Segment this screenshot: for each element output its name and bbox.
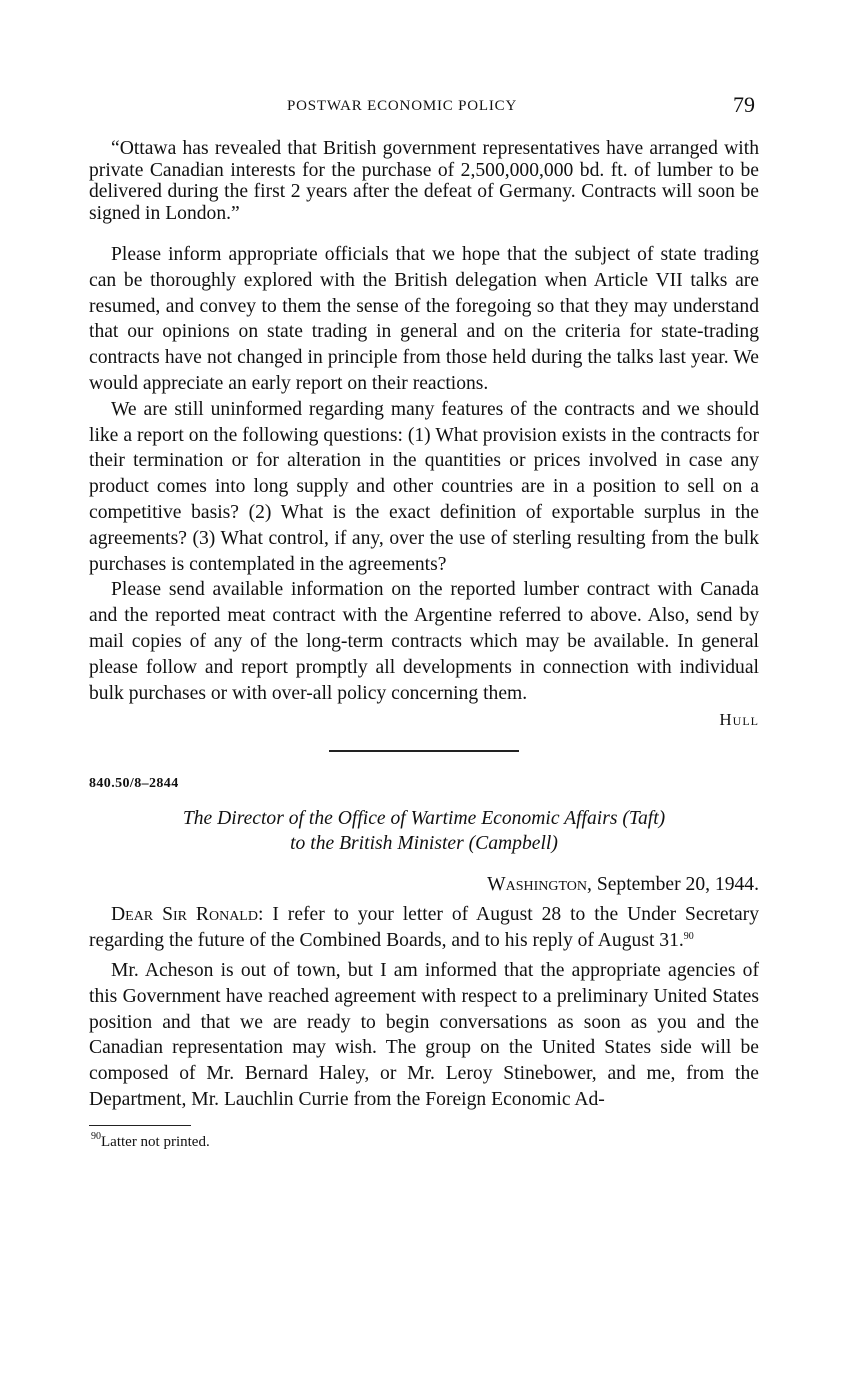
signature: Hull xyxy=(719,710,759,730)
paragraph-state-trading: Please inform appropriate officials that we hope that the subject of state trading can be thoroughly explored with the British delegation when Article VII talks are resumed, and convey to them the sense of the foregoing so that they may understand that our opinions on state trading in general and on the criteria for state-trading contracts have not changed in principle from those held during the talks last year. We would appreciate an early report on their reactions. xyxy=(89,244,759,394)
quoted-telegram: “Ottawa has revealed that British government representatives have arranged with private Canadian interests for the purchase of 2,500,000,000 bd. ft. of lumber to be delivered during the first 2 years after the defeat of Germany. Contracts will soon be signed in London.” xyxy=(89,138,759,224)
file-number: 840.50/8–2844 xyxy=(89,776,179,792)
dateline-date: , September 20, 1944. xyxy=(587,874,759,896)
paragraph-information-request: Please send available information on the reported lumber contract with Canada and the reported meat contract with the Argentine referred to above. Also, send by mail copies of any of the long-term contracts which may be available. In general please follow and report promptly all developments in connection with individual bulk purchases or with over-all policy concerning them. xyxy=(89,579,759,704)
document-title-line-1: The Director of the Office of Wartime Economic Affairs (Taft) xyxy=(182,808,666,830)
salutation: Dear Sir Ronald xyxy=(111,904,258,926)
dateline-place: Washington xyxy=(487,874,588,896)
letter-paragraph-1 xyxy=(89,902,759,954)
letter-opening-text: : I refer to your letter of August 28 to the Under Secretary regarding the future of the Combined Boards, and to his reply of August 31. xyxy=(89,904,760,952)
page-number: 79 xyxy=(733,92,755,117)
footnote-marker: 90 xyxy=(91,1130,101,1142)
running-head: POSTWAR ECONOMIC POLICY xyxy=(287,98,518,114)
footnote-text: Latter not printed. xyxy=(101,1133,210,1150)
page-header xyxy=(89,92,759,122)
footnote-rule xyxy=(89,1125,191,1126)
document-title-line-2: to the British Minister (Campbell) xyxy=(290,833,558,855)
footnote xyxy=(89,1130,759,1151)
footnote-reference: 90 xyxy=(683,931,694,943)
dateline xyxy=(89,874,759,896)
letter-paragraph-2: Mr. Acheson is out of town, but I am informed that the appropriate agencies of this Government have reached agreement with respect to a preliminary United States position and that we are ready to begin conversations as soon as you and the Canadian representation may wish. The group on the United States side will be composed of Mr. Bernard Haley, or Mr. Leroy Stinebower, and me, from the Department, Mr. Lauchlin Currie from the Foreign Economic Ad- xyxy=(89,959,759,1110)
section-divider xyxy=(329,750,519,752)
page-body xyxy=(89,138,759,1151)
paragraph-questions: We are still uninformed regarding many features of the contracts and we should like a report on the following questions: (1) What provision exists in the contracts for their termination or for alteration in the quantities or prices involved in case any product comes into long supply and other countries are in a position to sell on a competitive basis? (2) What is the exact definition of exportable surplus in the agreements? (3) What control, if any, over the use of sterling resulting from the bulk purchases is contemplated in the agreements? xyxy=(89,398,759,575)
document-title xyxy=(89,806,759,856)
